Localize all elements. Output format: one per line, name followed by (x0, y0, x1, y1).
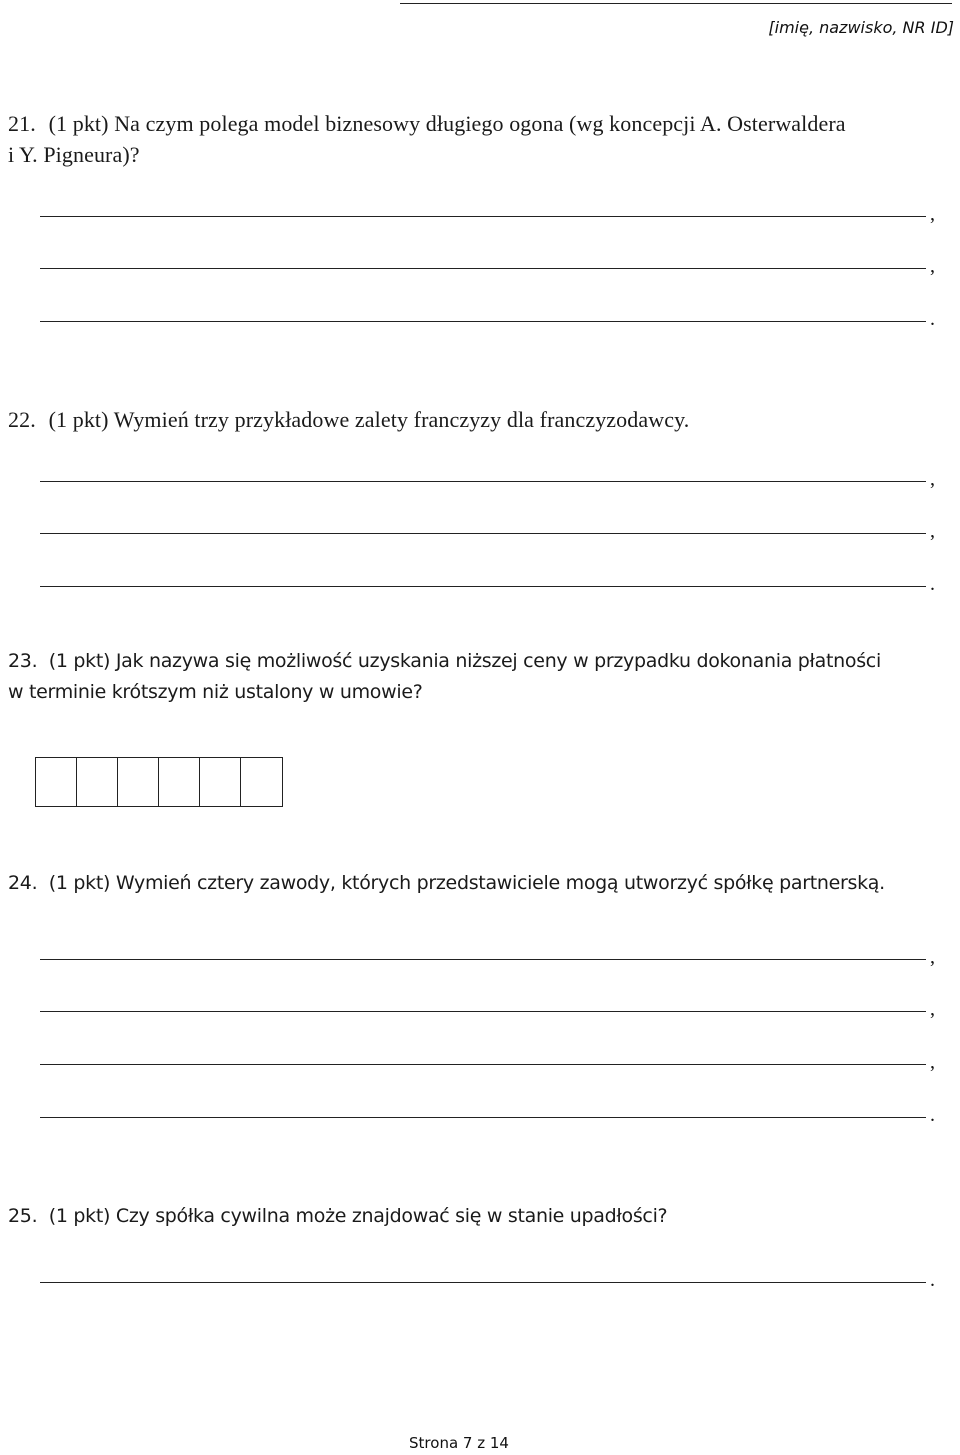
answer-line[interactable] (40, 268, 926, 269)
question-number: 24. (8, 872, 38, 894)
question-points: (1 pkt) (48, 1205, 111, 1227)
question-points: (1 pkt) (48, 872, 111, 894)
header-rule (400, 3, 952, 4)
student-id-label: [imię, nazwisko, NR ID] (768, 18, 954, 37)
answer-line[interactable] (40, 1064, 926, 1065)
line-ending: , (930, 998, 935, 1020)
question-prompt-line1: Na czym polega model biznesowy długiego ogona (wg koncepcji A. Osterwaldera (114, 111, 846, 136)
letter-box[interactable] (200, 758, 241, 806)
question-prompt-line1: Wymień cztery zawody, których przedstawiciele mogą utworzyć spółkę partnerską. (115, 872, 885, 894)
line-ending: . (930, 1104, 935, 1126)
line-ending: . (930, 1269, 935, 1291)
line-ending: , (930, 468, 935, 490)
letter-box-row (35, 757, 283, 807)
answer-line[interactable] (40, 1011, 926, 1012)
letter-box[interactable] (241, 758, 282, 806)
question-prompt-line1: Wymień trzy przykładowe zalety franczyzy dla franczyzodawcy. (113, 407, 690, 432)
question-prompt-line2: i Y. Pigneura)? (8, 142, 140, 167)
letter-box[interactable] (118, 758, 159, 806)
letter-box[interactable] (159, 758, 200, 806)
line-ending: , (930, 520, 935, 542)
question-prompt-line1: Czy spółka cywilna może znajdować się w stanie upadłości? (115, 1205, 668, 1227)
line-ending: , (930, 255, 935, 277)
question-prompt-line2: w terminie krótszym niż ustalony w umowie? (8, 681, 423, 703)
line-ending: . (930, 573, 935, 595)
question-number: 21. (8, 111, 36, 136)
question-points: (1 pkt) (48, 407, 109, 432)
answer-line[interactable] (40, 533, 926, 534)
answer-line[interactable] (40, 586, 926, 587)
answer-line[interactable] (40, 321, 926, 322)
question-number: 22. (8, 407, 36, 432)
answer-line[interactable] (40, 1117, 926, 1118)
answer-line[interactable] (40, 959, 926, 960)
line-ending: . (930, 308, 935, 330)
answer-line[interactable] (40, 481, 926, 482)
question-23-text (8, 646, 881, 677)
line-ending: , (930, 203, 935, 225)
answer-line[interactable] (40, 216, 926, 217)
page-number: Strona 7 z 14 (409, 1434, 509, 1452)
question-points: (1 pkt) (48, 650, 111, 672)
letter-box[interactable] (77, 758, 118, 806)
letter-box[interactable] (36, 758, 77, 806)
line-ending: , (930, 946, 935, 968)
question-number: 23. (8, 650, 38, 672)
question-23-text-cont (8, 677, 423, 708)
question-25-text (8, 1201, 667, 1232)
line-ending: , (930, 1051, 935, 1073)
question-21-text (8, 108, 846, 139)
question-21-text-cont (8, 139, 140, 170)
question-prompt-line1: Jak nazywa się możliwość uzyskania niższej ceny w przypadku dokonania płatności (115, 650, 881, 672)
answer-line[interactable] (40, 1282, 926, 1283)
question-22-text (8, 404, 689, 435)
question-points: (1 pkt) (48, 111, 109, 136)
question-24-text (8, 868, 885, 899)
question-number: 25. (8, 1205, 38, 1227)
